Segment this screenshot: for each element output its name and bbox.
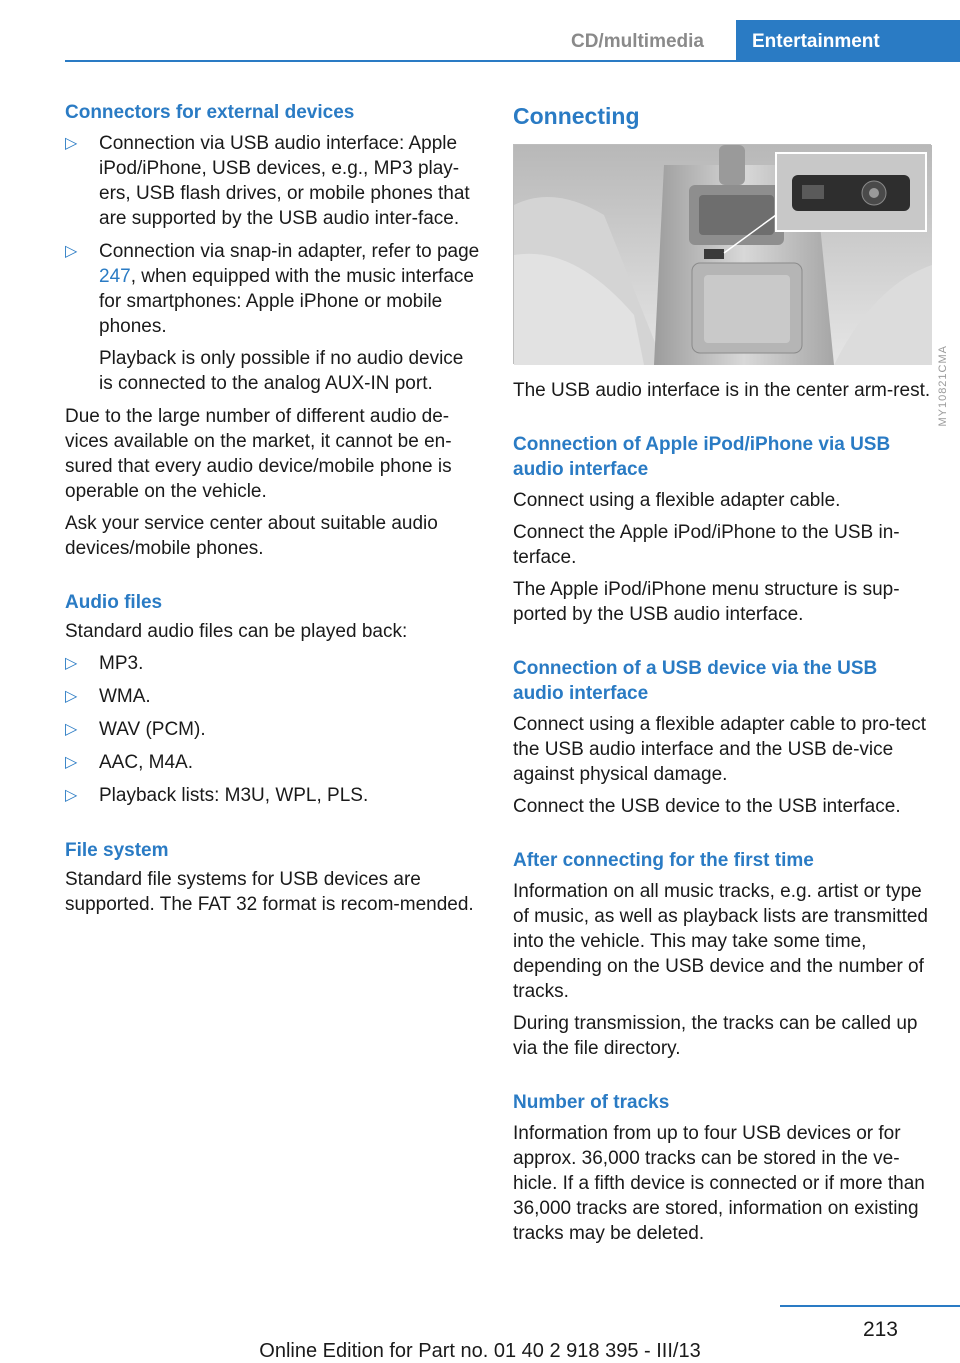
triangle-bullet-icon: ▷ bbox=[65, 721, 78, 738]
heading-apple-connection: Connection of Apple iPod/iPhone via USB audio interface bbox=[513, 434, 891, 480]
heading-connectors: Connectors for external devices bbox=[65, 102, 355, 123]
list-item-text: Connection via USB audio interface: Apple iPod/iPhone, USB devices, e.g., MP3 play‐ers, USB flash drives, or mobile phones that are supported by the USB audio inter‐face. bbox=[99, 133, 470, 229]
right-column bbox=[513, 100, 949, 1253]
chapter-tab: Entertainment bbox=[736, 20, 960, 62]
list-item-text: AAC, M4A. bbox=[99, 752, 193, 773]
edition-footer: Online Edition for Part no. 01 40 2 918 395 - III/13 bbox=[259, 1340, 701, 1362]
triangle-bullet-icon: ▷ bbox=[65, 787, 78, 804]
figure-caption: The USB audio interface is in the center arm‐rest. bbox=[513, 380, 931, 401]
paragraph: Connect the Apple iPod/iPhone to the USB in‐terface. bbox=[513, 522, 900, 568]
triangle-bullet-icon: ▷ bbox=[65, 135, 78, 152]
list-item bbox=[65, 239, 481, 396]
paragraph: Standard audio files can be played back: bbox=[65, 621, 408, 642]
paragraph: Information from up to four USB devices or for approx. 36,000 tracks can be stored in the ve‐hicle. If a fifth device is connected or if more than 36,000 tracks are stored, information on existing tracks may be deleted. bbox=[513, 1123, 925, 1244]
list-item bbox=[65, 750, 481, 775]
triangle-bullet-icon: ▷ bbox=[65, 243, 78, 260]
left-column bbox=[65, 100, 481, 924]
triangle-bullet-icon: ▷ bbox=[65, 688, 78, 705]
heading-file-system: File system bbox=[65, 840, 169, 861]
heading-first-connection: After connecting for the first time bbox=[513, 850, 814, 871]
heading-number-of-tracks: Number of tracks bbox=[513, 1092, 670, 1113]
paragraph: Standard file systems for USB devices are supported. The FAT 32 format is recom‐mended. bbox=[65, 869, 474, 915]
paragraph: Connect using a flexible adapter cable to pro‐tect the USB audio interface and the USB de‐vice against physical damage. bbox=[513, 714, 926, 785]
page-header bbox=[0, 0, 960, 62]
heading-audio-files: Audio files bbox=[65, 592, 163, 613]
paragraph: The Apple iPod/iPhone menu structure is sup‐ported by the USB audio interface. bbox=[513, 579, 900, 625]
list-item bbox=[65, 131, 481, 231]
page-number: 213 bbox=[862, 1318, 898, 1341]
audio-formats-list bbox=[65, 651, 481, 808]
list-item-text: Connection via snap-in adapter, refer to page bbox=[99, 241, 480, 262]
list-item bbox=[65, 684, 481, 709]
section-title: CD/multimedia bbox=[570, 31, 704, 52]
list-item bbox=[65, 717, 481, 742]
armrest-illustration bbox=[514, 145, 932, 365]
paragraph: Connect using a flexible adapter cable. bbox=[513, 490, 841, 511]
page-reference-link[interactable]: 247 bbox=[99, 266, 131, 287]
connectors-list bbox=[65, 131, 481, 396]
list-item-text: WMA. bbox=[99, 686, 151, 707]
list-item-text: , when equipped with the music interface for smartphones: Apple iPhone or mobile phones. bbox=[99, 266, 474, 337]
paragraph: Connect the USB device to the USB interface. bbox=[513, 796, 901, 817]
header-rule bbox=[65, 60, 960, 62]
figure-code: MY10821CMA bbox=[937, 345, 949, 427]
paragraph: Due to the large number of different audio de‐vices available on the market, it cannot be en‐sured that every audio device/mobile phone is operable on the vehicle. bbox=[65, 406, 452, 502]
heading-connecting: Connecting bbox=[513, 103, 640, 129]
paragraph: Ask your service center about suitable audio devices/mobile phones. bbox=[65, 513, 438, 559]
paragraph: Information on all music tracks, e.g. artist or type of music, as well as playback lists are transmitted into the vehicle. This may take some time, depending on the USB device and the number of tracks. bbox=[513, 881, 928, 1002]
triangle-bullet-icon: ▷ bbox=[65, 655, 78, 672]
paragraph: During transmission, the tracks can be called up via the file directory. bbox=[513, 1013, 918, 1059]
list-item-text: WAV (PCM). bbox=[99, 719, 206, 740]
list-item bbox=[65, 651, 481, 676]
list-item-text: Playback lists: M3U, WPL, PLS. bbox=[99, 785, 369, 806]
list-item-text: MP3. bbox=[99, 653, 144, 674]
list-item bbox=[65, 783, 481, 808]
heading-usb-device-connection: Connection of a USB device via the USB audio interface bbox=[513, 658, 878, 704]
triangle-bullet-icon: ▷ bbox=[65, 754, 78, 771]
list-item-note: Playback is only possible if no audio device is connected to the analog AUX-IN port. bbox=[99, 348, 464, 394]
footer-rule bbox=[780, 1305, 960, 1307]
